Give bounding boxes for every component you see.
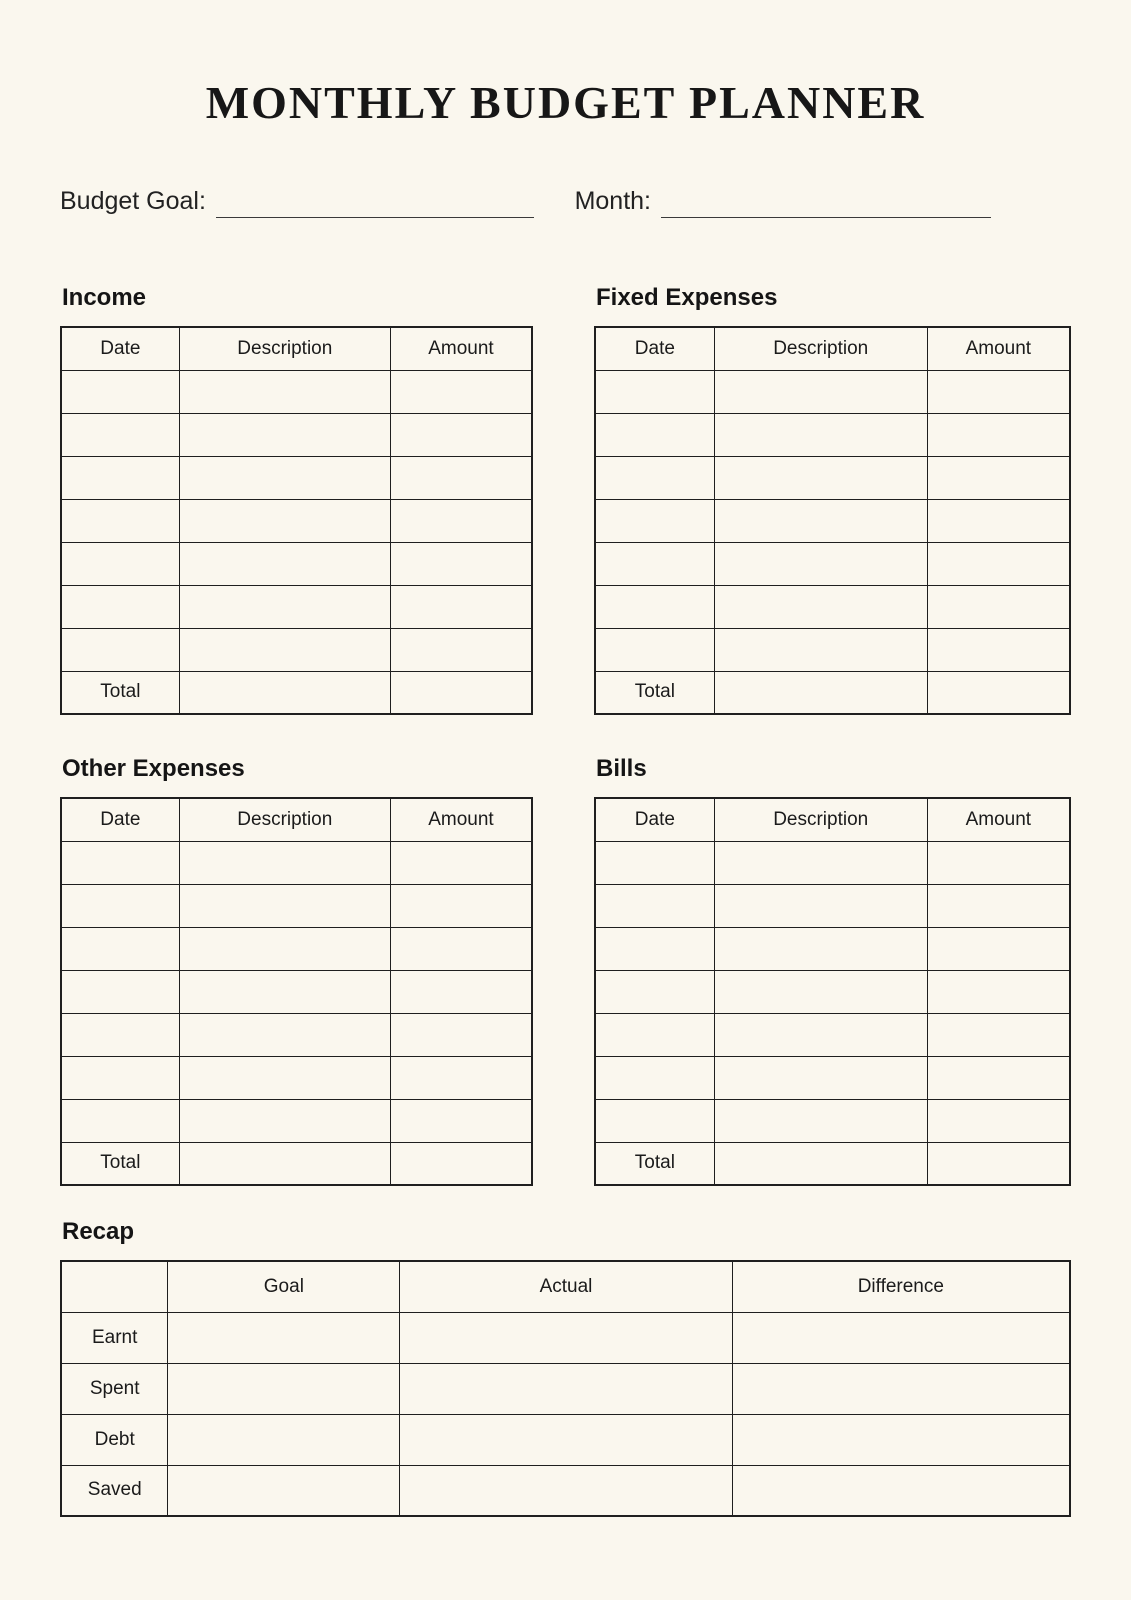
bills-cell-r3c2[interactable] [714, 927, 927, 970]
income-row [61, 628, 532, 671]
income-cell-r6c1[interactable] [61, 585, 179, 628]
income-cell-r7c3[interactable] [390, 628, 532, 671]
income-cell-r4c1[interactable] [61, 499, 179, 542]
month-field [575, 187, 991, 218]
income-column-header-date: Date [61, 327, 179, 370]
other-expenses-cell-r3c2[interactable] [179, 927, 390, 970]
fixed-expenses-column-header-description: Description [714, 327, 927, 370]
recap-row-debt [61, 1414, 1070, 1465]
other-expenses-row [61, 841, 532, 884]
recap-column-header-difference: Difference [732, 1261, 1070, 1312]
income-total-label: Total [61, 671, 179, 714]
income-heading: Income [62, 284, 147, 311]
recap-table [60, 1260, 1071, 1517]
recap-row-label-saved: Saved [61, 1465, 168, 1516]
month-input[interactable] [661, 187, 991, 218]
fixed-expenses-cell-r7c1[interactable] [595, 628, 714, 671]
bills-cell-r4c1[interactable] [595, 970, 714, 1013]
recap-cell-debt-actual[interactable] [400, 1414, 732, 1465]
other-expenses-total-row [61, 1142, 532, 1185]
fixed-expenses-row [595, 413, 1070, 456]
other-expenses-cell-r5c2[interactable] [179, 1013, 390, 1056]
income-section [60, 284, 533, 715]
other-expenses-cell-r3c1[interactable] [61, 927, 179, 970]
recap-heading: Recap [62, 1218, 135, 1245]
other-expenses-section [60, 755, 533, 1186]
recap-cell-earnt-goal[interactable] [168, 1312, 400, 1363]
income-row [61, 456, 532, 499]
recap-cell-earnt-actual[interactable] [400, 1312, 732, 1363]
bills-cell-r1c2[interactable] [714, 841, 927, 884]
tables-row-top [0, 284, 1131, 715]
income-cell-r7c1[interactable] [61, 628, 179, 671]
recap-section [0, 1218, 1131, 1517]
bills-row [595, 841, 1070, 884]
other-expenses-column-header-description: Description [179, 798, 390, 841]
other-expenses-total-label: Total [61, 1142, 179, 1185]
other-expenses-cell-r4c2[interactable] [179, 970, 390, 1013]
bills-row [595, 970, 1070, 1013]
other-expenses-cell-r1c2[interactable] [179, 841, 390, 884]
income-cell-r6c2[interactable] [179, 585, 390, 628]
income-cell-r1c1[interactable] [61, 370, 179, 413]
bills-cell-r2c1[interactable] [595, 884, 714, 927]
budget-goal-field [60, 187, 534, 218]
other-expenses-cell-r7c2[interactable] [179, 1099, 390, 1142]
income-column-header-amount: Amount [390, 327, 532, 370]
bills-cell-r3c1[interactable] [595, 927, 714, 970]
fixed-expenses-row [595, 499, 1070, 542]
income-cell-r3c2[interactable] [179, 456, 390, 499]
bills-cell-r6c2[interactable] [714, 1056, 927, 1099]
other-expenses-row [61, 970, 532, 1013]
income-cell-r3c3[interactable] [390, 456, 532, 499]
fixed-expenses-total-row [595, 671, 1070, 714]
income-cell-r7c2[interactable] [179, 628, 390, 671]
income-row [61, 370, 532, 413]
income-cell-r5c2[interactable] [179, 542, 390, 585]
bills-cell-r1c1[interactable] [595, 841, 714, 884]
bills-cell-r3c3[interactable] [927, 927, 1070, 970]
bills-cell-r1c3[interactable] [927, 841, 1070, 884]
income-cell-r3c1[interactable] [61, 456, 179, 499]
other-expenses-cell-r2c3[interactable] [390, 884, 532, 927]
other-expenses-table [60, 797, 533, 1186]
fixed-expenses-cell-r2c2[interactable] [714, 413, 927, 456]
other-expenses-cell-r2c1[interactable] [61, 884, 179, 927]
other-expenses-cell-r7c3[interactable] [390, 1099, 532, 1142]
goal-month-row [0, 187, 1131, 218]
fixed-expenses-row [595, 628, 1070, 671]
income-cell-r6c3[interactable] [390, 585, 532, 628]
fixed-expenses-cell-r3c1[interactable] [595, 456, 714, 499]
fixed-expenses-total-label: Total [595, 671, 714, 714]
bills-cell-r5c1[interactable] [595, 1013, 714, 1056]
other-expenses-row [61, 927, 532, 970]
recap-cell-debt-difference[interactable] [732, 1414, 1070, 1465]
income-row [61, 585, 532, 628]
fixed-expenses-cell-r5c3[interactable] [927, 542, 1070, 585]
bills-cell-r2c2[interactable] [714, 884, 927, 927]
bills-cell-r6c3[interactable] [927, 1056, 1070, 1099]
recap-column-header-goal: Goal [168, 1261, 400, 1312]
fixed-expenses-cell-r1c3[interactable] [927, 370, 1070, 413]
bills-cell-r2c3[interactable] [927, 884, 1070, 927]
recap-cell-debt-goal[interactable] [168, 1414, 400, 1465]
other-expenses-cell-r3c3[interactable] [390, 927, 532, 970]
bills-total-row [595, 1142, 1070, 1185]
bills-cell-r7c3[interactable] [927, 1099, 1070, 1142]
recap-cell-saved-goal[interactable] [168, 1465, 400, 1516]
bills-cell-r5c2[interactable] [714, 1013, 927, 1056]
fixed-expenses-cell-r4c2[interactable] [714, 499, 927, 542]
other-expenses-column-header-date: Date [61, 798, 179, 841]
bills-total-cell-c3[interactable] [927, 1142, 1070, 1185]
recap-cell-spent-actual[interactable] [400, 1363, 732, 1414]
recap-cell-earnt-difference[interactable] [732, 1312, 1070, 1363]
budget-goal-label: Budget Goal: [60, 187, 206, 215]
other-expenses-cell-r7c1[interactable] [61, 1099, 179, 1142]
income-cell-r2c2[interactable] [179, 413, 390, 456]
income-cell-r4c2[interactable] [179, 499, 390, 542]
fixed-expenses-cell-r6c2[interactable] [714, 585, 927, 628]
other-expenses-row [61, 884, 532, 927]
bills-cell-r4c2[interactable] [714, 970, 927, 1013]
recap-row-label-debt: Debt [61, 1414, 168, 1465]
bills-total-cell-c2[interactable] [714, 1142, 927, 1185]
fixed-expenses-table [594, 326, 1071, 715]
other-expenses-cell-r6c2[interactable] [179, 1056, 390, 1099]
income-cell-r2c1[interactable] [61, 413, 179, 456]
fixed-expenses-cell-r3c2[interactable] [714, 456, 927, 499]
fixed-expenses-cell-r1c2[interactable] [714, 370, 927, 413]
other-expenses-heading: Other Expenses [62, 755, 245, 782]
recap-row-label-spent: Spent [61, 1363, 168, 1414]
fixed-expenses-section [594, 284, 1071, 715]
recap-cell-saved-actual[interactable] [400, 1465, 732, 1516]
fixed-expenses-cell-r4c1[interactable] [595, 499, 714, 542]
fixed-expenses-cell-r7c3[interactable] [927, 628, 1070, 671]
fixed-expenses-cell-r5c2[interactable] [714, 542, 927, 585]
income-cell-r5c3[interactable] [390, 542, 532, 585]
page-title: MONTHLY BUDGET PLANNER [205, 77, 926, 128]
other-expenses-cell-r6c1[interactable] [61, 1056, 179, 1099]
other-expenses-cell-r1c3[interactable] [390, 841, 532, 884]
other-expenses-column-header-amount: Amount [390, 798, 532, 841]
other-expenses-total-cell-c2[interactable] [179, 1142, 390, 1185]
income-cell-r5c1[interactable] [61, 542, 179, 585]
income-cell-r4c3[interactable] [390, 499, 532, 542]
fixed-expenses-row [595, 542, 1070, 585]
other-expenses-total-cell-c3[interactable] [390, 1142, 532, 1185]
income-total-cell-c2[interactable] [179, 671, 390, 714]
recap-column-header-actual: Actual [400, 1261, 732, 1312]
income-total-row [61, 671, 532, 714]
income-cell-r1c2[interactable] [179, 370, 390, 413]
fixed-expenses-row [595, 585, 1070, 628]
fixed-expenses-row [595, 456, 1070, 499]
bills-row [595, 1013, 1070, 1056]
other-expenses-cell-r5c3[interactable] [390, 1013, 532, 1056]
recap-cell-spent-difference[interactable] [732, 1363, 1070, 1414]
other-expenses-cell-r4c1[interactable] [61, 970, 179, 1013]
fixed-expenses-cell-r2c3[interactable] [927, 413, 1070, 456]
bills-total-label: Total [595, 1142, 714, 1185]
bills-cell-r5c3[interactable] [927, 1013, 1070, 1056]
fixed-expenses-column-header-amount: Amount [927, 327, 1070, 370]
fixed-expenses-heading: Fixed Expenses [596, 284, 778, 311]
other-expenses-row [61, 1099, 532, 1142]
month-label: Month: [574, 187, 651, 215]
other-expenses-cell-r1c1[interactable] [61, 841, 179, 884]
income-table [60, 326, 533, 715]
fixed-expenses-cell-r4c3[interactable] [927, 499, 1070, 542]
income-total-cell-c3[interactable] [390, 671, 532, 714]
recap-row-earnt [61, 1312, 1070, 1363]
bills-heading: Bills [596, 755, 647, 782]
bills-table [594, 797, 1071, 1186]
bills-column-header-date: Date [595, 798, 714, 841]
fixed-expenses-cell-r2c1[interactable] [595, 413, 714, 456]
income-row [61, 542, 532, 585]
bills-row [595, 884, 1070, 927]
fixed-expenses-cell-r1c1[interactable] [595, 370, 714, 413]
fixed-expenses-total-cell-c3[interactable] [927, 671, 1070, 714]
bills-cell-r7c2[interactable] [714, 1099, 927, 1142]
income-row [61, 499, 532, 542]
fixed-expenses-cell-r6c1[interactable] [595, 585, 714, 628]
bills-cell-r6c1[interactable] [595, 1056, 714, 1099]
bills-column-header-amount: Amount [927, 798, 1070, 841]
tables-row-bottom [0, 755, 1131, 1186]
recap-row-label-earnt: Earnt [61, 1312, 168, 1363]
other-expenses-cell-r6c3[interactable] [390, 1056, 532, 1099]
bills-cell-r4c3[interactable] [927, 970, 1070, 1013]
recap-column-header-blank [61, 1261, 168, 1312]
recap-row-spent [61, 1363, 1070, 1414]
other-expenses-row [61, 1056, 532, 1099]
recap-cell-spent-goal[interactable] [168, 1363, 400, 1414]
bills-row [595, 1056, 1070, 1099]
fixed-expenses-cell-r3c3[interactable] [927, 456, 1070, 499]
fixed-expenses-total-cell-c2[interactable] [714, 671, 927, 714]
income-row [61, 413, 532, 456]
fixed-expenses-row [595, 370, 1070, 413]
bills-row [595, 1099, 1070, 1142]
fixed-expenses-column-header-date: Date [595, 327, 714, 370]
recap-cell-saved-difference[interactable] [732, 1465, 1070, 1516]
bills-section [594, 755, 1071, 1186]
other-expenses-row [61, 1013, 532, 1056]
other-expenses-cell-r4c3[interactable] [390, 970, 532, 1013]
fixed-expenses-cell-r5c1[interactable] [595, 542, 714, 585]
fixed-expenses-cell-r6c3[interactable] [927, 585, 1070, 628]
bills-column-header-description: Description [714, 798, 927, 841]
bills-cell-r7c1[interactable] [595, 1099, 714, 1142]
other-expenses-cell-r2c2[interactable] [179, 884, 390, 927]
recap-row-saved [61, 1465, 1070, 1516]
income-cell-r2c3[interactable] [390, 413, 532, 456]
bills-row [595, 927, 1070, 970]
fixed-expenses-cell-r7c2[interactable] [714, 628, 927, 671]
budget-goal-input[interactable] [216, 187, 534, 218]
income-column-header-description: Description [179, 327, 390, 370]
income-cell-r1c3[interactable] [390, 370, 532, 413]
other-expenses-cell-r5c1[interactable] [61, 1013, 179, 1056]
